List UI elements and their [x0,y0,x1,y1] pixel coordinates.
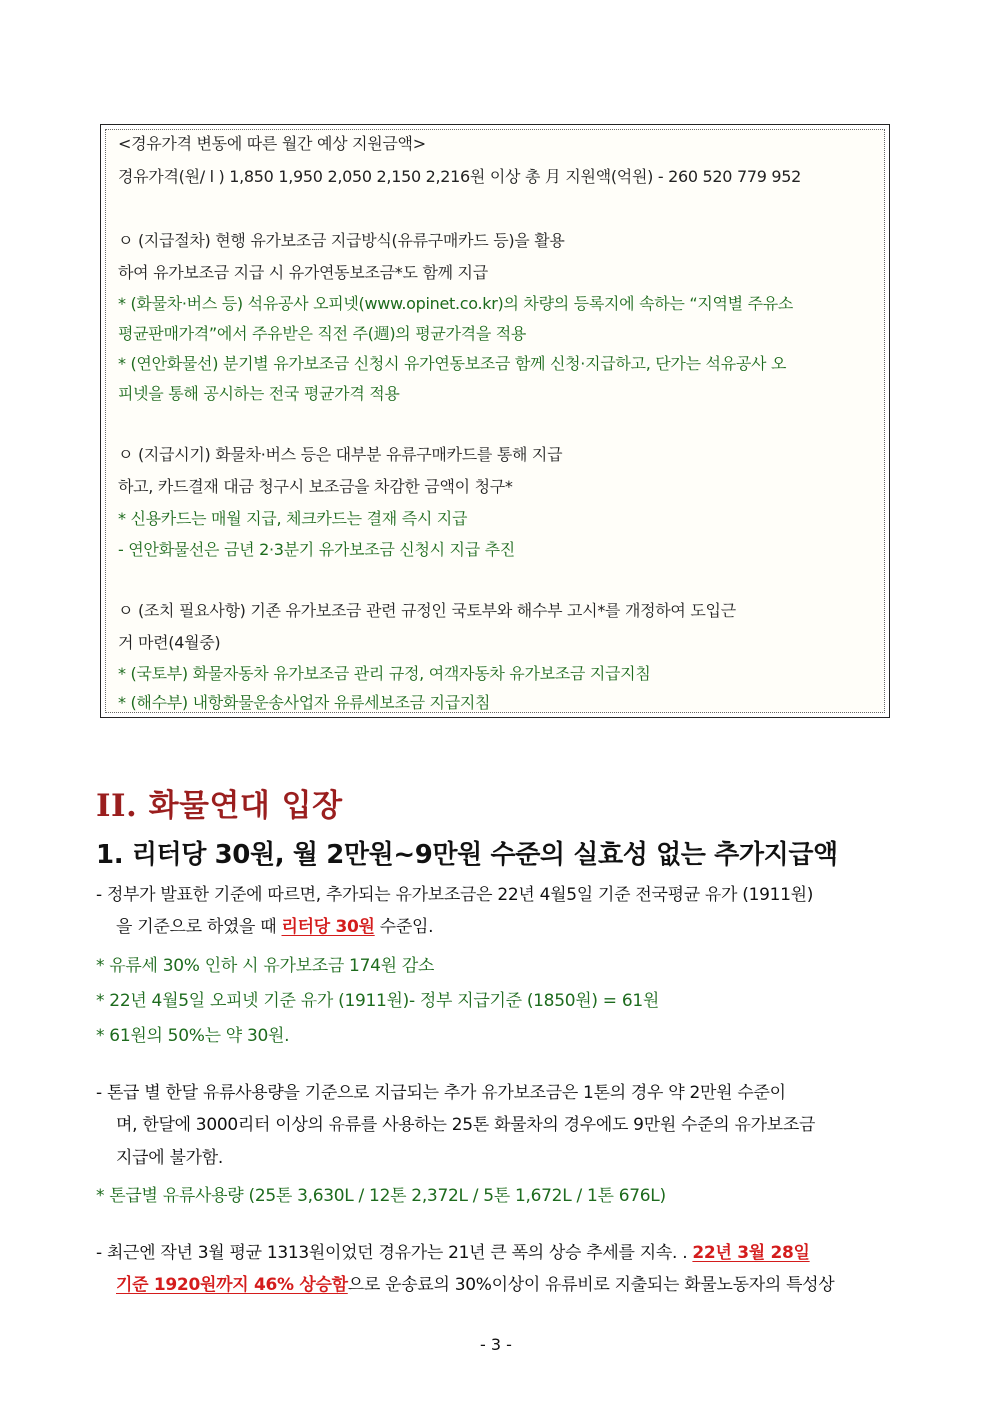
timing-note-1: * 신용카드는 매월 지급, 체크카드는 결재 즉시 지급 [118,509,468,528]
procedure-note-1b: 평균판매가격”에서 주유받은 직전 주(週)의 평균가격을 적용 [118,324,527,343]
procedure-note-2a: * (연안화물선) 분기별 유가보조금 신청시 유가연동보조금 함께 신청·지급하고, 단가는 석유공사 오 [118,354,787,373]
action-line-2: 거 마련(4월중) [118,633,221,652]
notice-box-inner [105,129,885,713]
box-title: <경유가격 변동에 따른 월간 예상 지원금액> [118,134,426,153]
timing-line-2: 하고, 카드결재 대금 청구시 보조금을 차감한 금액이 청구* [118,477,513,496]
action-line-1: ㅇ (조치 필요사항) 기존 유가보조금 관련 규정인 국토부와 해수부 고시*를 개정하여 도입근 [118,601,736,620]
action-note-2: * (해수부) 내항화물운송사업자 유류세보조금 지급지침 [118,693,491,712]
procedure-line-1: ㅇ (지급절차) 현행 유가보조금 지급방식(유류구매카드 등)을 활용 [118,231,565,250]
paragraph-2-line-1: - 톤급 별 한달 유류사용량을 기준으로 지급되는 추가 유가보조금은 1톤의 경우 약 2만원 수준이 [96,1083,786,1103]
paragraph-1-line-2 [116,916,433,938]
page-number: - 3 - [480,1335,512,1354]
paragraph-1-text: 을 기준으로 하였을 때 [116,917,282,937]
section-title: II. 화물연대 입장 [96,788,343,824]
note-half: * 61원의 50%는 약 30원. [96,1026,290,1046]
paragraph-3-line-2 [116,1274,834,1296]
procedure-note-1a: * (화물차·버스 등) 석유공사 오피넷(www.opinet.co.kr)의 차량의 등록지에 속하는 “지역별 주유소 [118,294,794,313]
paragraph-1-tail: 수준임. [374,917,434,937]
subsection-title: 1. 리터당 30원, 월 2만원~9만원 수준의 실효성 없는 추가지급액 [96,840,838,870]
procedure-note-2b: 피넷을 통해 공시하는 전국 평균가격 적용 [118,384,400,403]
highlight-increase: 기준 1920원까지 46% 상승함 [116,1275,348,1295]
paragraph-2-line-3: 지급에 불가함. [116,1148,223,1168]
note-tax-cut: * 유류세 30% 인하 시 유가보조금 174원 감소 [96,956,435,976]
note-price-diff: * 22년 4월5일 오피넷 기준 유가 (1911원)- 정부 지급기준 (1850원) = 61원 [96,991,659,1011]
price-table-line: 경유가격(원/ l ) 1,850 1,950 2,050 2,150 2,216원 이상 총 月 지원액(억원) - 260 520 779 952 [118,167,802,186]
action-note-1: * (국토부) 화물자동차 유가보조금 관리 규정, 여객자동차 유가보조금 지급지침 [118,664,651,683]
paragraph-3-line-1 [96,1242,810,1264]
paragraph-1-line-1: - 정부가 발표한 기준에 따르면, 추가되는 유가보조금은 22년 4월5일 기준 전국평균 유가 (1911원) [96,885,814,905]
notice-box [100,124,890,718]
highlight-date: 22년 3월 28일 [692,1243,810,1263]
highlight-30won: 리터당 30원 [281,917,375,937]
procedure-line-2: 하여 유가보조금 지급 시 유가연동보조금*도 함께 지급 [118,263,488,282]
paragraph-3-text: - 최근엔 작년 3월 평균 1313원이었던 경유가는 21년 큰 폭의 상승 추세를 지속. . [96,1243,693,1263]
paragraph-3-tail: 으로 운송료의 30%이상이 유류비로 지출되는 화물노동자의 특성상 [347,1275,835,1295]
paragraph-2-line-2: 며, 한달에 3000리터 이상의 유류를 사용하는 25톤 화물차의 경우에도 9만원 수준의 유가보조금 [116,1115,816,1135]
note-fuel-usage: * 톤급별 유류사용량 (25톤 3,630L / 12톤 2,372L / 5톤 1,672L / 1톤 676L) [96,1186,666,1206]
timing-line-1: ㅇ (지급시기) 화물차·버스 등은 대부분 유류구매카드를 통해 지급 [118,445,563,464]
timing-note-2: - 연안화물선은 금년 2·3분기 유가보조금 신청시 지급 추진 [118,540,515,559]
